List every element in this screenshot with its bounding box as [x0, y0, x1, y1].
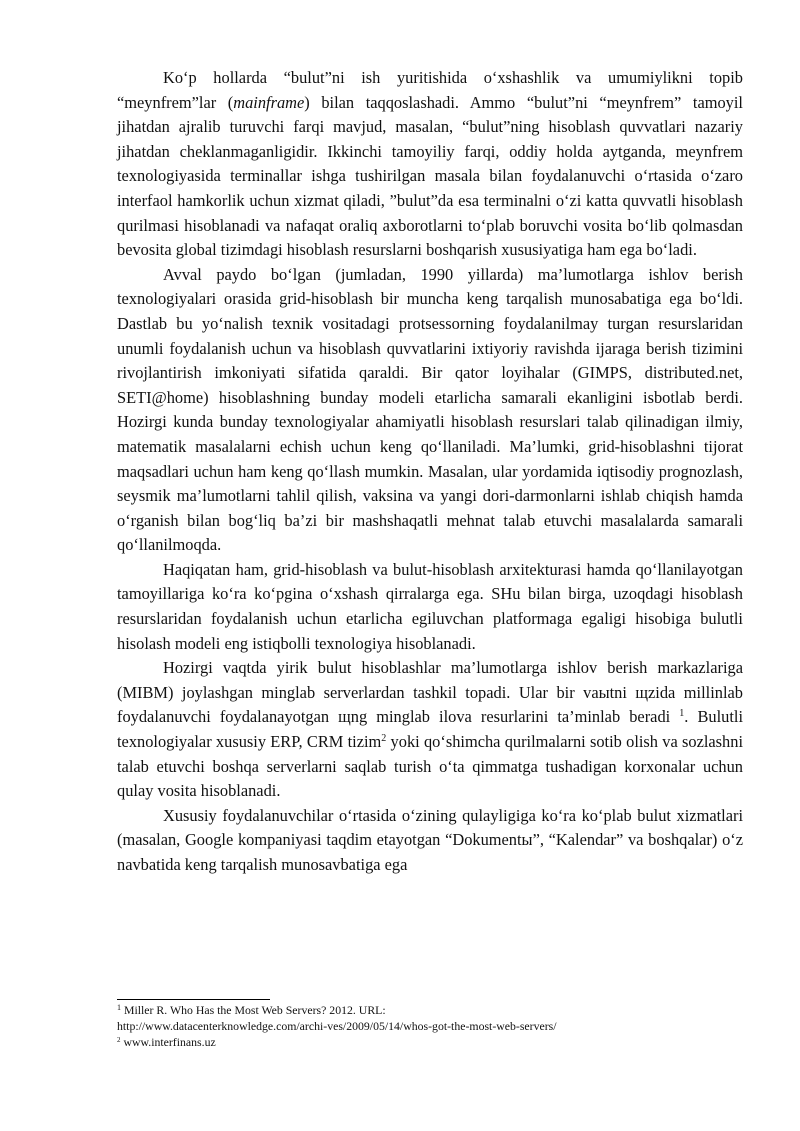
footnote-2: [117, 1035, 743, 1051]
footnote-1-text: Miller R. Who Has the Most Web Servers? 2012. URL:: [121, 1003, 386, 1017]
footnote-separator: [117, 999, 270, 1000]
paragraph-1-text-a: Ko‘p hollarda “bulut”ni ish yuritishida o‘xshashlik va umumiylikni topib “meynfrem”lar (: [117, 68, 743, 112]
paragraph-4-text-c: yoki qo‘shimcha qurilmalarni sotib olish va sozlashni talab etuvchi boshqa serverlarni saqlab turish o‘ta qimmatga tushadigan korxonalar uchun qulay vosita hisoblanadi.: [117, 732, 743, 801]
footnote-2-text[interactable]: www.interfinans.uz: [120, 1034, 216, 1049]
footnote-1: [117, 1003, 743, 1019]
footnotes: [117, 1003, 743, 1050]
paragraph-1-text-b: ) bilan taqqoslashadi. Ammo “bulut”ni “meynfrem” tamoyil jihatdan ajralib turuvchi farqi mavjud, masalan, “bulut”ning hisoblash quvvatlari nazariy jihatdan cheklanmaganligidir. Ikkinchi tamoyiliy farqi, oddiy holda aytganda, meynfrem texnologiyasida terminallar ishga tushirilgan masala bilan foydalanuvchi o‘rtasida o‘zaro interfaol hamkorlik uchun xizmat qiladi, ”bulut”da esa terminalni o‘zi katta quvvatli hisoblash qurilmasi hisoblanadi va nafaqat oraliq axborotlarni to‘plab boruvchi vosita bo‘lib qolmasdan bevosita global tizimdagi hisoblash resurslarni boshqarish xususiyatiga ham ega bo‘ladi.: [117, 92, 743, 260]
paragraph-1: [117, 66, 743, 263]
paragraph-4-text-b: . Bulutli texnologiyalar xususiy ERP, CRM tizim: [117, 707, 744, 752]
paragraph-5: Xususiy foydalanuvchilar o‘rtasida o‘zining qulayligiga ko‘ra ko‘plab bulut xizmatlari (masalan, Google kompaniyasi taqdim etayotgan “Dokumentы”, “Kalendar” va boshqalar) o‘z navbatida keng tarqalish munosavbatiga ega: [117, 805, 743, 874]
footnote-2-mark: 2: [117, 1035, 121, 1044]
footnote-1-mark: 1: [117, 1003, 121, 1012]
paragraph-4: [117, 656, 743, 804]
paragraph-3: Haqiqatan ham, grid-hisoblash va bulut-hisoblash arxitekturasi hamda qo‘llanilayotgan tamoyillariga ko‘ra ko‘pgina o‘xshash qirralarga ega. SHu bilan birga, uzoqdagi hisoblash resurslaridan foydalanish uchun etarlicha egiluvchan platformaga egaligi hisobiga bulutli hisolash modeli eng istiqbolli texnologiya hisoblanadi.: [117, 559, 743, 653]
footnote-1-url-text[interactable]: http://www.datacenterknowledge.com/archi-ves/2009/05/14/whos-got-the-most-web-servers/: [117, 1018, 557, 1033]
footnote-ref-1[interactable]: 1: [679, 708, 685, 720]
paragraph-2: Avval paydo bo‘lgan (jumladan, 1990 yillarda) ma’lumotlarga ishlov berish texnologiyalari orasida grid-hisoblash bir muncha keng tarqalish munosabatiga ega bo‘ldi. Dastlab bu yo‘nalish texnik vositadagi protsessorning foydalanilmay turgan resurslaridan unumli foydalanish uchun va hisoblash quvvatlarini ixtiyoriy ravishda ijaraga berish tizimini rivojlantirish imkoniyati sifatida qaraldi. Bir qator loyihalar (GIMPS, distributed.net, SETI@home) hisoblashning bunday modeli etarlicha samarali ekanligini isbotlab berdi. Hozirgi kunda bunday texnologiyalar ahamiyatli hisoblash resurslari talab qilinadigan ilmiy, matematik masalalarni echish uchun keng qo‘llaniladi. Ma’lumki, grid-hisoblashni tijorat maqsadlari uchun ham keng qo‘llash mumkin. Masalan, ular yordamida iqtisodiy prognozlash, seysmik ma’lumotlarni tahlil qilish, vaksina va yangi dori-darmonlarni ishlab chiqish hamda o‘rganish bilan bog‘liq ba’zi bir mashshaqatli mehnat talab etuvchi masalalarda samarali qo‘llanilmoqda.: [117, 264, 743, 555]
paragraph-1-italic-term: mainframe: [233, 92, 305, 112]
document-body: [117, 66, 743, 878]
paragraph-4-text-a: Hozirgi vaqtda yirik bulut hisoblashlar ma’lumotlarga ishlov berish markazlariga (MIBM) joylashgan minglab serverlardan tashkil topadi. Ular bir vaыtni щzida millinlab foydalanuvchi foydalanayotgan щng minglab ilova resurlarini ta’minlab beradi: [117, 658, 743, 727]
footnote-ref-2[interactable]: 2: [381, 733, 387, 745]
footnote-1-url[interactable]: [117, 1019, 743, 1035]
